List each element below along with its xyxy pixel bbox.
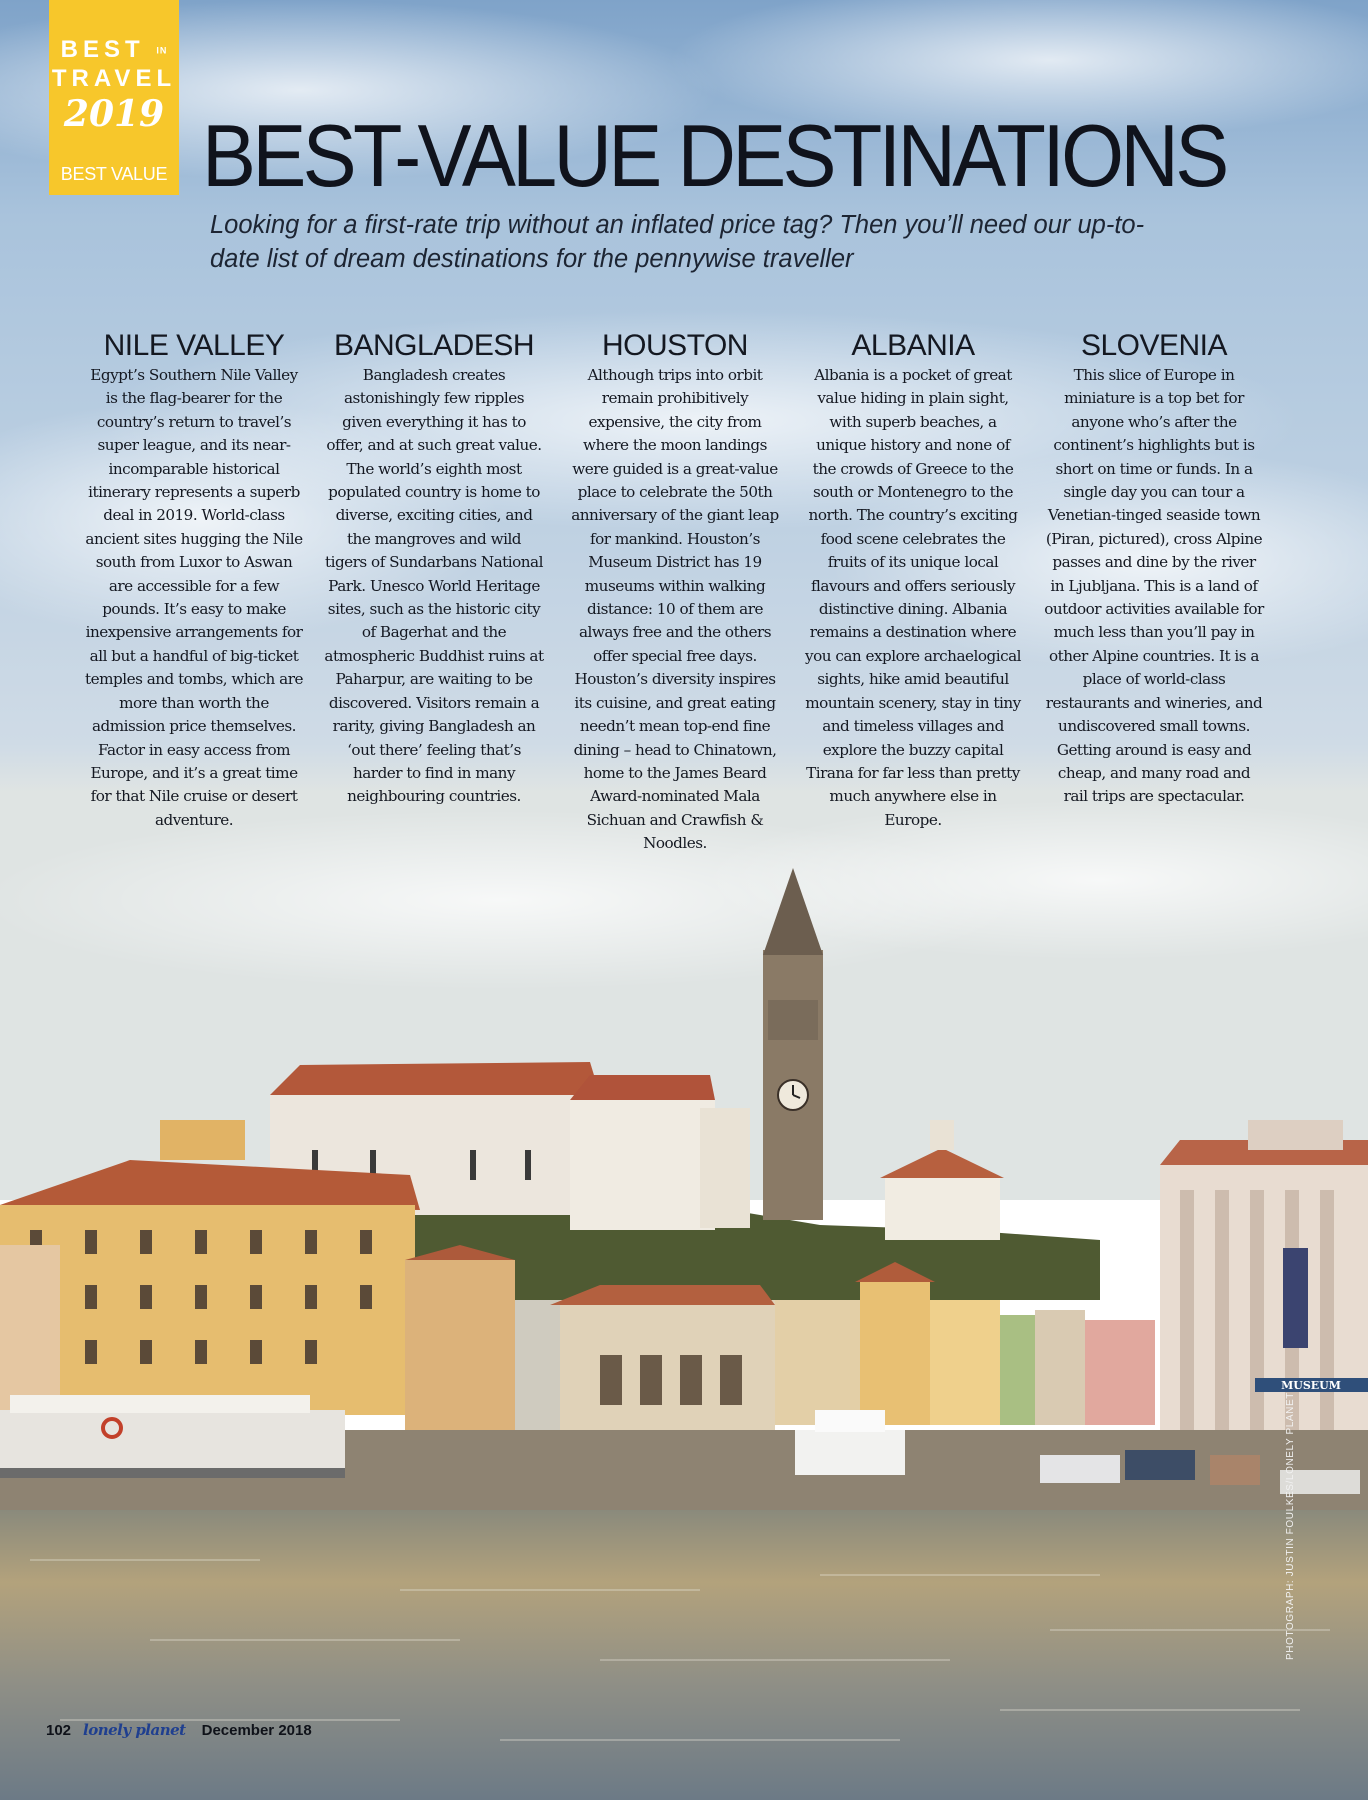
column-body: Although trips into orbit remain prohibitively expensive, the city from where the moon landings were guided is a great-value place to celebrate the 50th anniversary of the giant leap for mankind. Houston’s Museum District has 19 museums within walking distance: 10 of them are always free and the others offer special free days. Houston’s diversity inspires its cuisine, and great eating needn’t mean top-end fine dining – head to Chinatown, home to the James Beard Award-nominated Mala Sichuan and Crawfish & Noodles. — [571, 366, 779, 853]
museum-sign: MUSEUM — [1281, 1379, 1341, 1392]
article-column-houston — [565, 330, 785, 856]
badge-in: IN — [156, 45, 168, 56]
column-heading: SLOVENIA — [1080, 329, 1228, 362]
issue-date: December 2018 — [201, 1721, 312, 1739]
photo-credit: PHOTOGRAPH: JUSTIN FOULKES/LONELY PLANET — [1285, 1392, 1296, 1660]
column-heading: NILE VALLEY — [103, 329, 285, 362]
badge-best: BEST IN — [60, 36, 168, 63]
lonely-planet-logo: lonely planet — [83, 1721, 186, 1739]
page-title: BEST-VALUE DESTINATIONS — [202, 106, 1226, 205]
article-column-slovenia — [1044, 330, 1264, 809]
badge-year: 2019 — [63, 93, 165, 135]
badge-travel: TRAVEL — [51, 65, 177, 92]
column-body: Albania is a pocket of great value hiding in plain sight, with superb beaches, a unique history and none of the crowds of Greece to the south or Montenegro to the north. The country’s exciting food scene celebrates the fruits of its unique local flavours and offers seriously distinctive dining. Albania remains a destination where you can explore archaelogical sights, hike amid beautiful mountain scenery, stay in tiny and timeless villages and explore the buzzy capital Tirana for far less than pretty much anywhere else in Europe. — [805, 366, 1021, 829]
badge-category: BEST VALUE — [60, 164, 168, 184]
column-heading: ALBANIA — [851, 329, 975, 362]
article-column-albania — [803, 330, 1023, 832]
column-heading: HOUSTON — [602, 329, 748, 362]
article-column-bangladesh — [324, 330, 544, 809]
column-heading: BANGLADESH — [333, 329, 535, 362]
column-body: This slice of Europe in miniature is a top bet for anyone who’s after the continent’s highlights but is short on time or funds. In a single day you can tour a Venetian-tinged seaside town (Piran, pictured), cross Alpine passes and dine by the river in Ljubljana. This is a land of outdoor activities available for much less than you’ll pay in other Alpine countries. It is a place of world-class restaurants and wineries, and undiscovered small towns. Getting around is easy and cheap, and many road and rail trips are spectacular. — [1044, 366, 1264, 806]
article-column-nile-valley — [84, 330, 304, 832]
page-number: 102 — [46, 1721, 72, 1739]
page-footer — [46, 1717, 312, 1743]
column-body: Bangladesh creates astonishingly few ripples given everything it has to offer, and at such great value. The world’s eighth most populated country is home to diverse, exciting cities, and the mangroves and wild tigers of Sundarbans National Park. Unesco World Heritage sites, such as the historic city of Bagerhat and the atmospheric Buddhist ruins at Paharpur, are waiting to be discovered. Visitors remain a rarity, giving Bangladesh an ‘out there’ feeling that’s harder to find in many neighbouring countries. — [324, 366, 544, 806]
column-body: Egypt’s Southern Nile Valley is the flag-bearer for the country’s return to travel’s super league, and its near-incomparable historical itinerary represents a superb deal in 2019. World-class ancient sites hugging the Nile south from Luxor to Aswan are accessible for a few pounds. It’s easy to make inexpensive arrangements for all but a handful of big-ticket temples and tombs, which are more than worth the admission price themselves. Factor in easy access from Europe, and it’s a great time for that Nile cruise or desert adventure. — [85, 366, 303, 829]
museum-building — [1160, 1120, 1368, 1455]
best-in-travel-badge — [49, 0, 179, 195]
standfirst: Looking for a first-rate trip without an inflated price tag? Then you’ll need our up-to-date list of dream destinations for the pennywise traveller — [210, 211, 1145, 273]
